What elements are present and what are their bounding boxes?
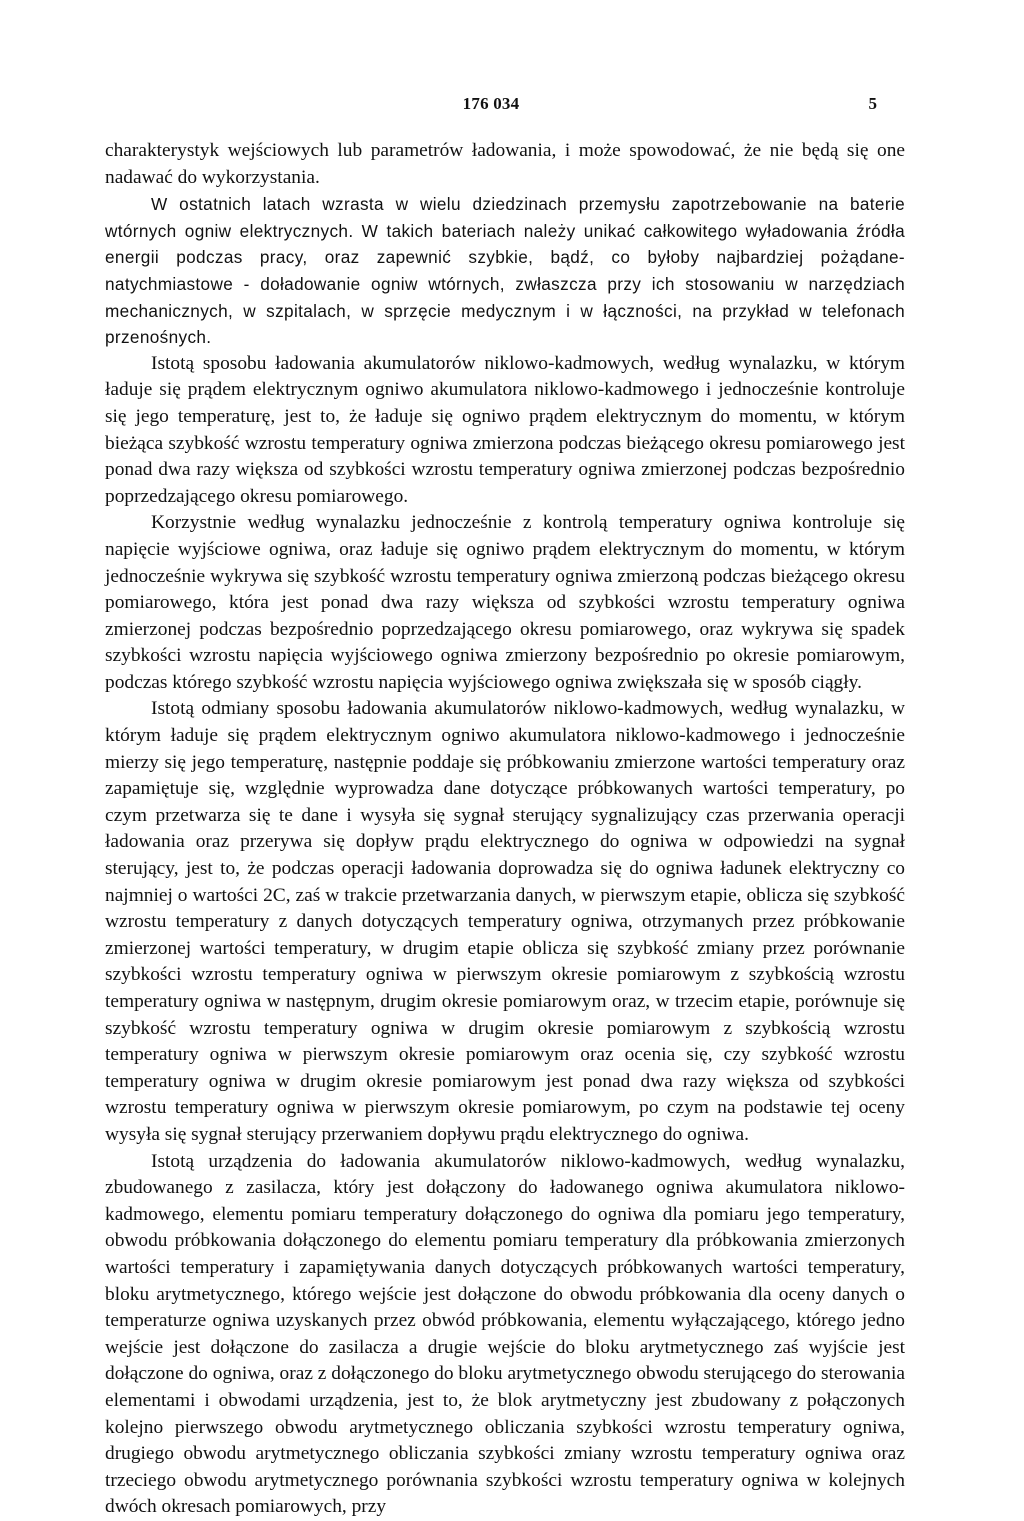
paragraph-continuation: charakterystyk wejściowych lub parametrów ładowania, i może spowodować, że nie będą się one nadawać do wykorzystania. — [105, 140, 905, 188]
paragraph-method-preferred: Korzystnie według wynalazku jednocześnie z kontrolą temperatury ogniwa kontroluje się napięcie wyjściowe ogniwa, oraz ładuje się ogniwo prądem elektrycznym do momentu, w którym jednocześnie wykrywa się szybkość wzrostu temperatury ogniwa zmierzoną podczas bieżącego okresu pomiarowego, która jest ponad dwa razy większa od szybkości wzrostu temperatury ogniwa zmierzonej podczas bezpośrednio poprzedzającego okresu pomiarowego, oraz wykrywa się spadek szybkości wzrostu napięcia wyjściowego ogniwa zmierzony bezpośrednio po okresie pomiarowym, podczas którego szybkość wzrostu napięcia wyjściowego ogniwa zwiększała się w sposób ciągły. — [105, 512, 905, 693]
page-number: 5 — [868, 94, 877, 113]
paragraph-device-essence: Istotą urządzenia do ładowania akumulatorów niklowo-kadmowych, według wynalazku, zbudowanego z zasilacza, który jest dołączony do ładowanego ogniwa akumulatora niklowo-kadmowego, elementu pomiaru temperatury dołączonego do ogniwa dla pomiaru jego temperatury, obwodu próbkowania dołączonego do elementu pomiaru temperatury dla próbkowania zmierzonych wartości temperatury i zapamiętywania danych dotyczących próbkowanych wartości temperatury, bloku arytmetycznego, którego wejście jest dołączone do obwodu próbkowania dla oceny danych o temperaturze ogniwa uzyskanych przez obwód próbkowania, elementu wyłączającego, którego jedno wejście jest dołączone do zasilacza a drugie wejście do bloku arytmetycznego zaś wyjście jest dołączone do ogniwa, oraz z dołączonego do bloku arytmetycznego obwodu sterującego do sterowania elementami i obwodami urządzenia, jest to, że blok arytmetyczny jest zbudowany z połączonych kolejno pierwszego obwodu arytmetycznego obliczania szybkości wzrostu temperatury ogniwa, drugiego obwodu arytmetycznego obliczania szybkości zmiany wzrostu temperatury ogniwa oraz trzeciego obwodu arytmetycznego porównania szybkości wzrostu temperatury ogniwa w kolejnych dwóch okresach pomiarowych, przy — [105, 1150, 905, 1518]
paragraph-method-essence: Istotą sposobu ładowania akumulatorów niklowo-kadmowych, według wynalazku, w którym ładuje się prądem elektrycznym ogniwo akumulatora niklowo-kadmowego i jednocześnie kontroluje się jego temperaturę, jest to, że ładuje się ogniwo prądem elektrycznym do momentu, w którym bieżąca szybkość wzrostu temperatury ogniwa zmierzona podczas bieżącego okresu pomiarowego jest ponad dwa razy większa od szybkości wzrostu temperatury ogniwa zmierzonej podczas bezpośrednio poprzedzającego okresu pomiarowego. — [105, 352, 905, 507]
paragraph-background: W ostatnich latach wzrasta w wielu dziedzinach przemysłu zapotrzebowanie na baterie wtórnych ogniw elektrycznych. W takich bateriach należy unikać całkowitego wyładowania źródła energii podczas pracy, oraz zapewnić szybkie, bądź, co byłoby najbardziej pożądane-natychmiastowe - doładowanie ogniw wtórnych, zwłaszcza przy ich stosowaniu w narzędziach mechanicznych, w szpitalach, w sprzęcie medycznym i w łączności, na przykład w telefonach przenośnych. — [105, 194, 905, 348]
paragraph-method-variant: Istotą odmiany sposobu ładowania akumulatorów niklowo-kadmowych, według wynalazku, w którym ładuje się prądem elektrycznym ogniwo akumulatora niklowo-kadmowego i jednocześnie mierzy się jego temperaturę, następnie poddaje się próbkowaniu zmierzone wartości temperatury oraz zapamiętuje się, względnie wyprowadza dane dotyczące próbkowanych wartości temperatury, po czym przetwarza się te dane i wysyła się sygnał sterujący sygnalizujący czas przerwania operacji ładowania oraz przerywa się dopływ prądu elektrycznego do ogniwa w odpowiedzi na sygnał sterujący, jest to, że podczas operacji ładowania doprowadza się do ogniwa ładunek elektryczny co najmniej o wartości 2C, zaś w trakcie przetwarzania danych, w pierwszym etapie, oblicza się szybkość wzrostu temperatury z danych dotyczących temperatury ogniwa, otrzymanych przez próbkowanie zmierzonej wartości temperatury, w drugim etapie oblicza się szybkość zmiany przez porównanie szybkości wzrostu temperatury ogniwa w pierwszym okresie pomiarowym z szybkością wzrostu temperatury ogniwa w następnym, drugim okresie pomiarowym oraz, w trzecim etapie, porównuje się szybkość wzrostu temperatury ogniwa w drugim okresie pomiarowym z szybkością wzrostu temperatury ogniwa w pierwszym okresie pomiarowym oraz ocenia się, czy szybkość wzrostu temperatury ogniwa w drugim okresie pomiarowym jest ponad dwa razy większa od szybkości wzrostu temperatury ogniwa w pierwszym okresie pomiarowym, po czym na podstawie tej oceny wysyła się sygnał sterujący przerwaniem dopływu prądu elektrycznego do ogniwa. — [105, 698, 905, 1145]
document-number: 176 034 — [462, 94, 520, 113]
page-header — [105, 94, 877, 120]
body-text — [105, 138, 905, 1521]
